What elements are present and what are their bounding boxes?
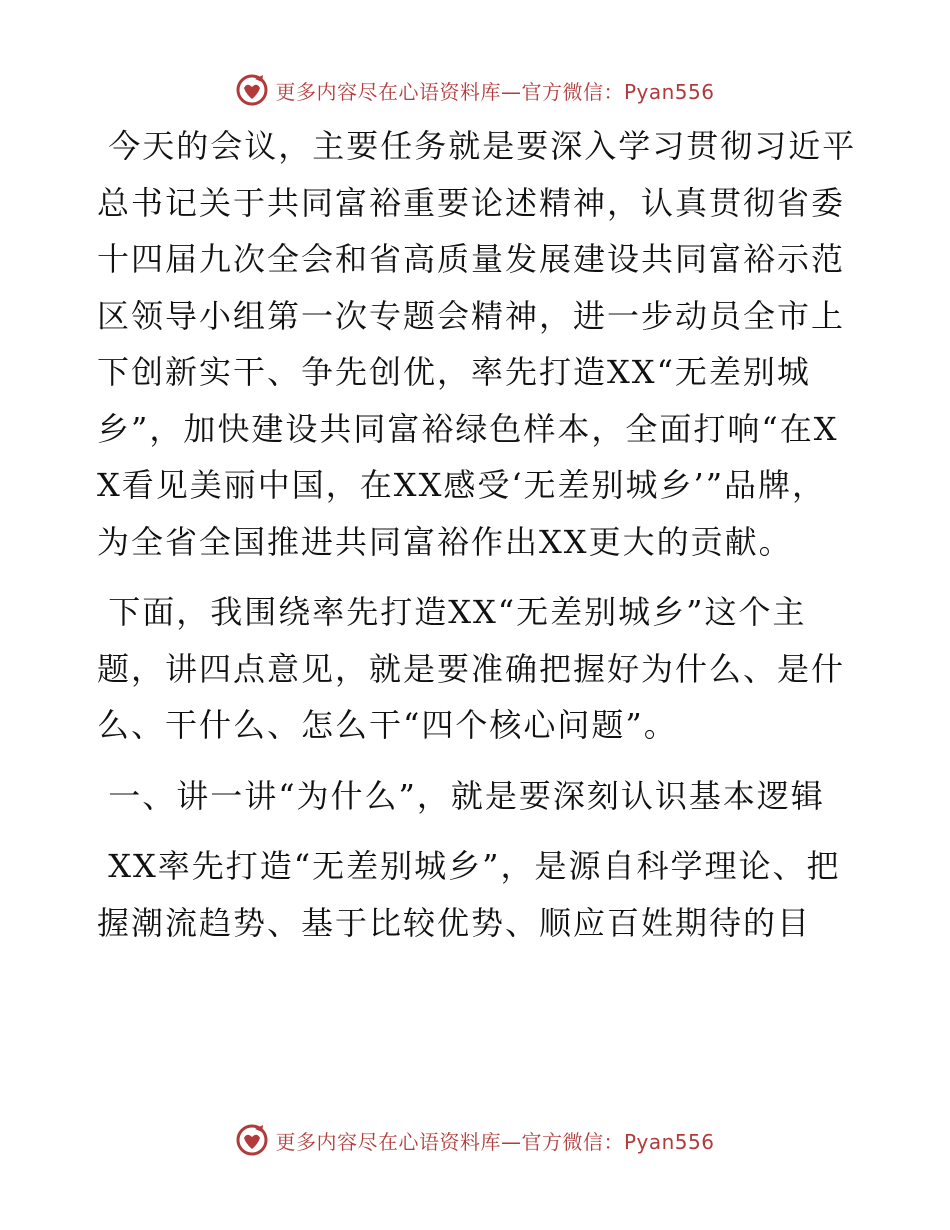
paragraph-2: 下面，我围绕率先打造XX“无差别城乡”这个主题，讲四点意见，就是要准确把握好为什么、是什么、干什么、怎么干“四个核心问题”。 (97, 593, 846, 744)
heart-pen-logo-icon (235, 1123, 269, 1157)
paragraph-3: XX率先打造“无差别城乡”，是源自科学理论、把握潮流趋势、基于比较优势、顺应百姓期待的目 (97, 847, 841, 942)
header-watermark-text: 更多内容尽在心语资料库—官方微信：Pyan556 (275, 79, 715, 104)
heart-pen-logo-icon (235, 73, 269, 107)
section-heading-1: 一、讲一讲“为什么”，就是要深刻认识基本逻辑 (108, 776, 825, 815)
header-watermark (0, 70, 950, 110)
document-body (97, 118, 857, 965)
footer-watermark (0, 1120, 950, 1160)
footer-watermark-text: 更多内容尽在心语资料库—官方微信：Pyan556 (275, 1129, 715, 1154)
paragraph-1: 今天的会议，主要任务就是要深入学习贯彻习近平总书记关于共同富裕重要论述精神，认真贯彻省委十四届九次全会和省高质量发展建设共同富裕示范区领导小组第一次专题会精神，进一步动员全市上下创新实干、争先创优，率先打造XX“无差别城乡”，加快建设共同富裕绿色样本，全面打响“在XX看见美丽中国，在XX感受‘无差别城乡’”品牌，为全省全国推进共同富裕作出XX更大的贡献。 (97, 127, 857, 561)
